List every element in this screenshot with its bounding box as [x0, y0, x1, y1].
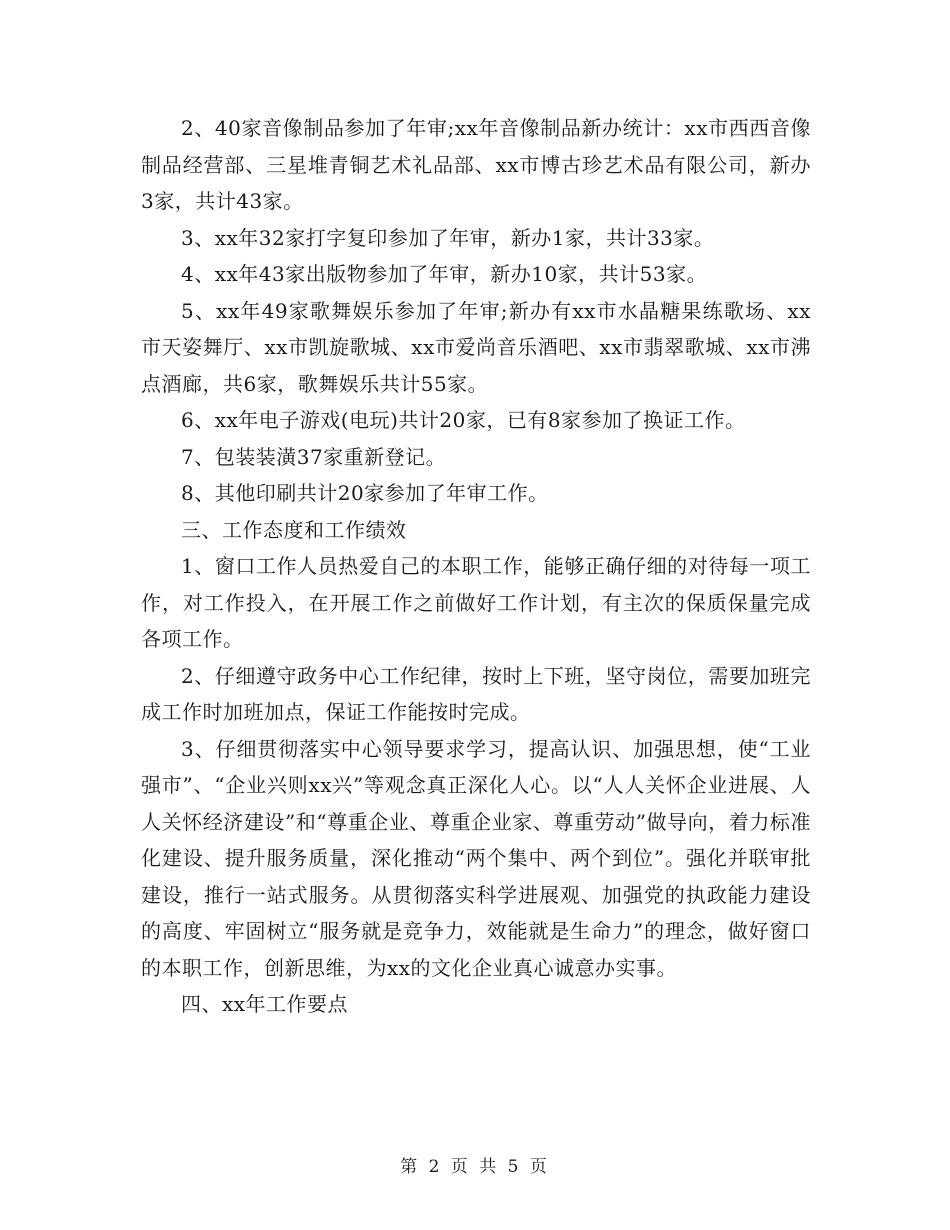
paragraph-attitude-3: 3、仔细贯彻落实中心领导要求学习，提高认识、加强思想，使“工业强市”、“企业兴则xx兴”等观念真正深化人心。以“人人关怀企业进展、人人关怀经济建设”和“尊重企业、尊重企业家、尊重劳动”做导向，着力标准化建设、提升服务质量，深化推动“两个集中、两个到位”。强化并联审批建设，推行一站式服务。从贯彻落实科学进展观、加强党的执政能力建设的高度、牢固树立“服务就是竞争力，效能就是生命力”的理念，做好窗口的本职工作，创新思维，为xx的文化企业真心诚意办实事。 [141, 736, 811, 980]
paragraph-item-2-av-products: 2、40家音像制品参加了年审;xx年音像制品新办统计：xx市西西音像制品经营部、三星堆青铜艺术礼品部、xx市博古珍艺术品有限公司，新办3家，共计43家。 [141, 116, 811, 213]
section-heading-4: 四、xx年工作要点 [181, 992, 349, 1016]
document-body [141, 110, 811, 1023]
paragraph-item-3-print-copy: 3、xx年32家打字复印参加了年审，新办1家，共计33家。 [181, 225, 715, 250]
page-footer [0, 1152, 950, 1177]
paragraph-attitude-2: 2、仔细遵守政务中心工作纪律，按时上下班，坚守岗位，需要加班完成工作时加班加点，保证工作能按时完成。 [141, 663, 811, 724]
paragraph-attitude-1: 1、窗口工作人员热爱自己的本职工作，能够正确仔细的对待每一项工作，对工作投入，在开展工作之前做好工作计划，有主次的保质保量完成各项工作。 [141, 554, 811, 651]
section-heading-3: 三、工作态度和工作绩效 [181, 517, 407, 542]
paragraph-item-4-publications: 4、xx年43家出版物参加了年审，新办10家，共计53家。 [181, 262, 708, 286]
paragraph-item-5-entertainment: 5、xx年49家歌舞娱乐参加了年审;新办有xx市水晶糖果练歌场、xx市天姿舞厅、xx市凯旋歌城、xx市爱尚音乐酒吧、xx市翡翠歌城、xx市沸点酒廊，共6家，歌舞娱乐共计55家。 [141, 298, 811, 396]
paragraph-item-6-video-games: 6、xx年电子游戏(电玩)共计20家，已有8家参加了换证工作。 [181, 408, 746, 432]
paragraph-item-7-packaging: 7、包装装潢37家重新登记。 [181, 444, 447, 469]
paragraph-item-8-other-printing: 8、其他印刷共计20家参加了年审工作。 [181, 481, 549, 505]
page-number: 第 2 页 共 5 页 [400, 1157, 550, 1177]
